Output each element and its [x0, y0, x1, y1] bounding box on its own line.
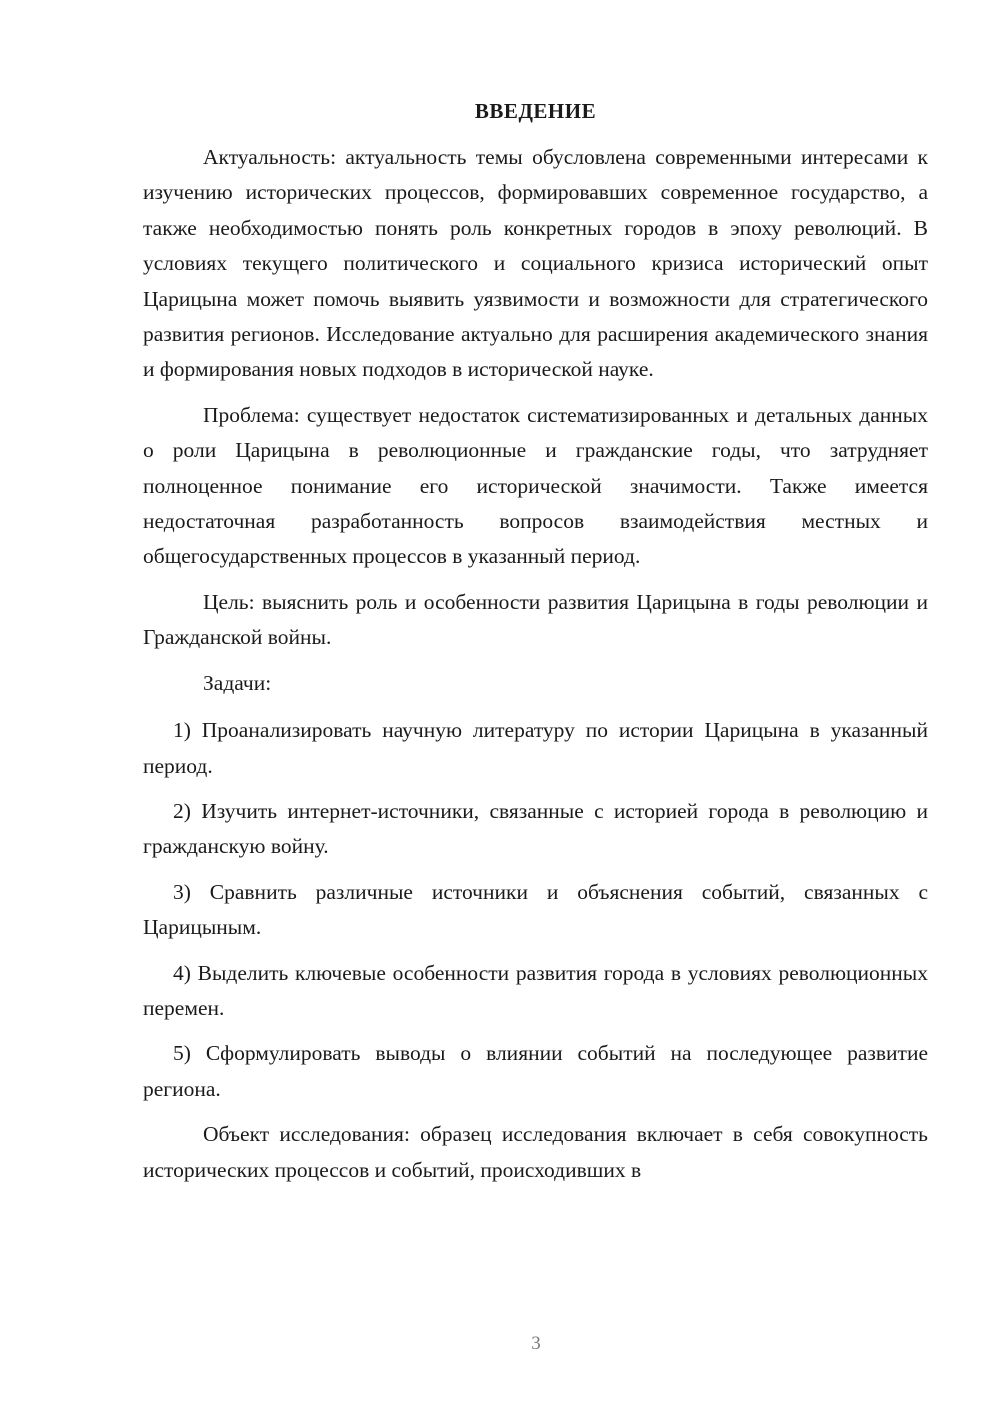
paragraph-object: Объект исследования: образец исследования включает в себя совокупность исторических процессов и событий, происходивших в — [143, 1122, 928, 1182]
section-heading: ВВЕДЕНИЕ — [474, 99, 597, 123]
paragraph-relevance: Актуальность: актуальность темы обусловлена современными интересами к изучению исторических процессов, формировавших современное государство, а также необходимостью понять роль конкретных городов в эпоху революций. В условиях текущего политического и социального кризиса исторический опыт Царицына может помочь выявить уязвимости и возможности для стратегического развития регионов. Исследование актуально для расширения академического знания и формирования новых подходов в исторической науке. — [143, 145, 928, 382]
task-item: 1) Проанализировать научную литературу по истории Царицына в указанный период. — [143, 718, 928, 778]
task-item: 4) Выделить ключевые особенности развития города в условиях революционных перемен. — [143, 960, 928, 1020]
task-item: 5) Сформулировать выводы о влиянии событий на последующее развитие региона. — [143, 1041, 928, 1101]
task-item: 2) Изучить интернет-источники, связанные с историей города в революцию и гражданскую войну. — [143, 798, 928, 859]
paragraph-problem: Проблема: существует недостаток систематизированных и детальных данных о роли Царицына в революционные и гражданские годы, что затрудняет полноценное понимание его исторической значимости. Также имеется недостаточная разработанность вопросов взаимодействия местных и общегосударственных процессов в указанный период. — [143, 402, 928, 569]
paragraph-goal: Цель: выяснить роль и особенности развития Царицына в годы революции и Гражданской войны. — [143, 589, 928, 650]
paragraph-tasks-heading: Задачи: — [203, 670, 272, 695]
task-item: 3) Сравнить различные источники и объяснения событий, связанных с Царицыным. — [143, 879, 928, 940]
page-number: 3 — [531, 1333, 541, 1354]
page-content — [143, 96, 928, 1198]
